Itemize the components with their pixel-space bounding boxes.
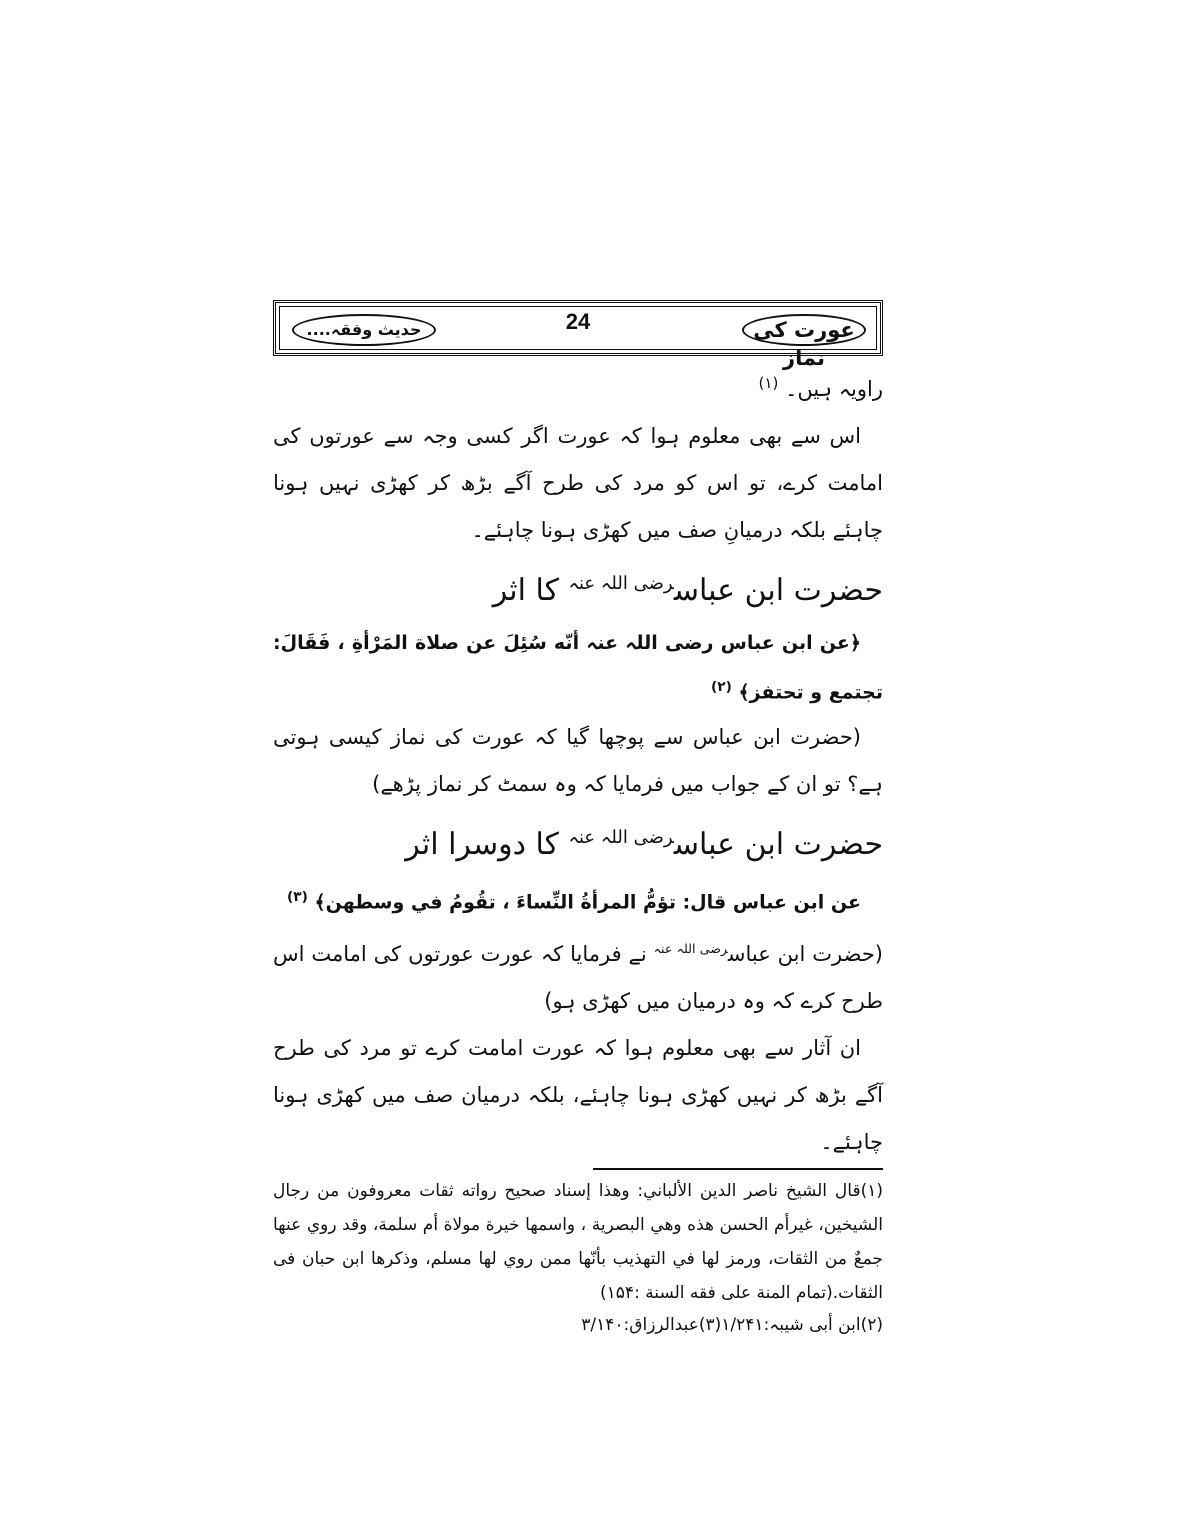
honorific-2: رضی اللہ عنہ [568,827,674,849]
header-inner-frame [279,306,877,370]
arabic-text-1 [273,621,883,714]
heading-first-athar [273,554,883,621]
footnote-1: (۱)قال الشيخ ناصر الدين الألباني: وهذا إسناد صحيح رواته ثقات معروفون من رجال الشيخين، غيرأم الحسن هذه وهي البصرية ، واسمها خيرة مولاة أم سلمة، وقد روي عنها جمعٌ من الثقات، ورمز لها في التهذيب بأنّها ممن روي لها مسلم، وذكرها ابن حبان فی الثقات.(تمام المنة علی فقه السنة :۱۵۴) [273,1180,883,1303]
footnotes [273,1174,883,1340]
page-header [273,300,883,370]
heading-first-athar-tail: کا اثر [492,573,569,608]
page-body [273,360,883,1166]
translation-2-post: نے فرمایا کہ عورت عورتوں کی امامت اس طرح کرے کہ وہ درمیان میں کھڑی ہو) [273,941,883,1013]
honorific-3: رضی اللہ عنہ [653,940,728,956]
translation-2 [273,925,883,1025]
footnote-marker-1: (۱) [758,374,779,392]
footnote-marker-2: (۲) [710,679,732,695]
footnote-references: (۲)ابن أبی شیبہ:۱/۲۴۱(۳)عبدالرزاق:۳/۱۴۰ [581,1314,883,1335]
heading-first-athar-name: حضرت ابن عباس [673,573,883,608]
page-number: 24 [565,309,591,334]
arabic-text-2 [273,875,883,924]
heading-second-athar-tail: کا دوسرا اثر [405,827,569,863]
footnote-marker-3: (۳) [287,889,308,906]
continued-line-text: راویہ ہیں۔ [785,377,883,401]
book-page [273,300,883,1340]
arabic-text-2-body: عن ابن عباس قال: تؤمُّ المرأةُ النِّساءَ ، تقُومُ في وسطهن﴾ [314,891,861,914]
heading-second-athar [273,808,883,875]
heading-second-athar-name: حضرت ابن عباس [673,827,883,863]
paragraph-1: اس سے بھی معلوم ہوا کہ عورت اگر کسی وجہ سے عورتوں کی امامت کرے، تو اس کو مرد کی طرح آگے بڑھ کر کھڑی نہیں ہونا چاہئے بلکہ درمیانِ صف میں کھڑی ہونا چاہئے۔ [273,424,883,542]
translation-1: (حضرت ابن عباس سے پوچھا گیا کہ عورت کی نماز کیسی ہوتی ہے؟ تو ان کے جواب میں فرمایا کہ وہ سمٹ کر نماز پڑھے) [273,725,883,797]
paragraph-2: ان آثار سے بھی معلوم ہوا کہ عورت امامت کرے تو مرد کی طرح آگے بڑھ کر نہیں کھڑی ہونا چاہئے، بلکہ درمیان صف میں کھڑی ہونا چاہئے۔ [273,1035,883,1154]
arabic-text-1-body: ﴿عن ابن عباس رضی اللہ عنہ أنّه سُئِلَ عن صلاة المَرْأةِ ، فَقَالَ: تجتمع و تحتفز﴾ [273,632,883,704]
book-title-badge: عورت کی نماز [742,314,866,346]
footnote-divider [593,1168,883,1170]
section-title-badge: حدیث وفقہ.... [292,314,436,346]
translation-2-pre: (حضرت ابن عباس [727,941,883,966]
honorific-1: رضی اللہ عنہ [568,573,674,594]
